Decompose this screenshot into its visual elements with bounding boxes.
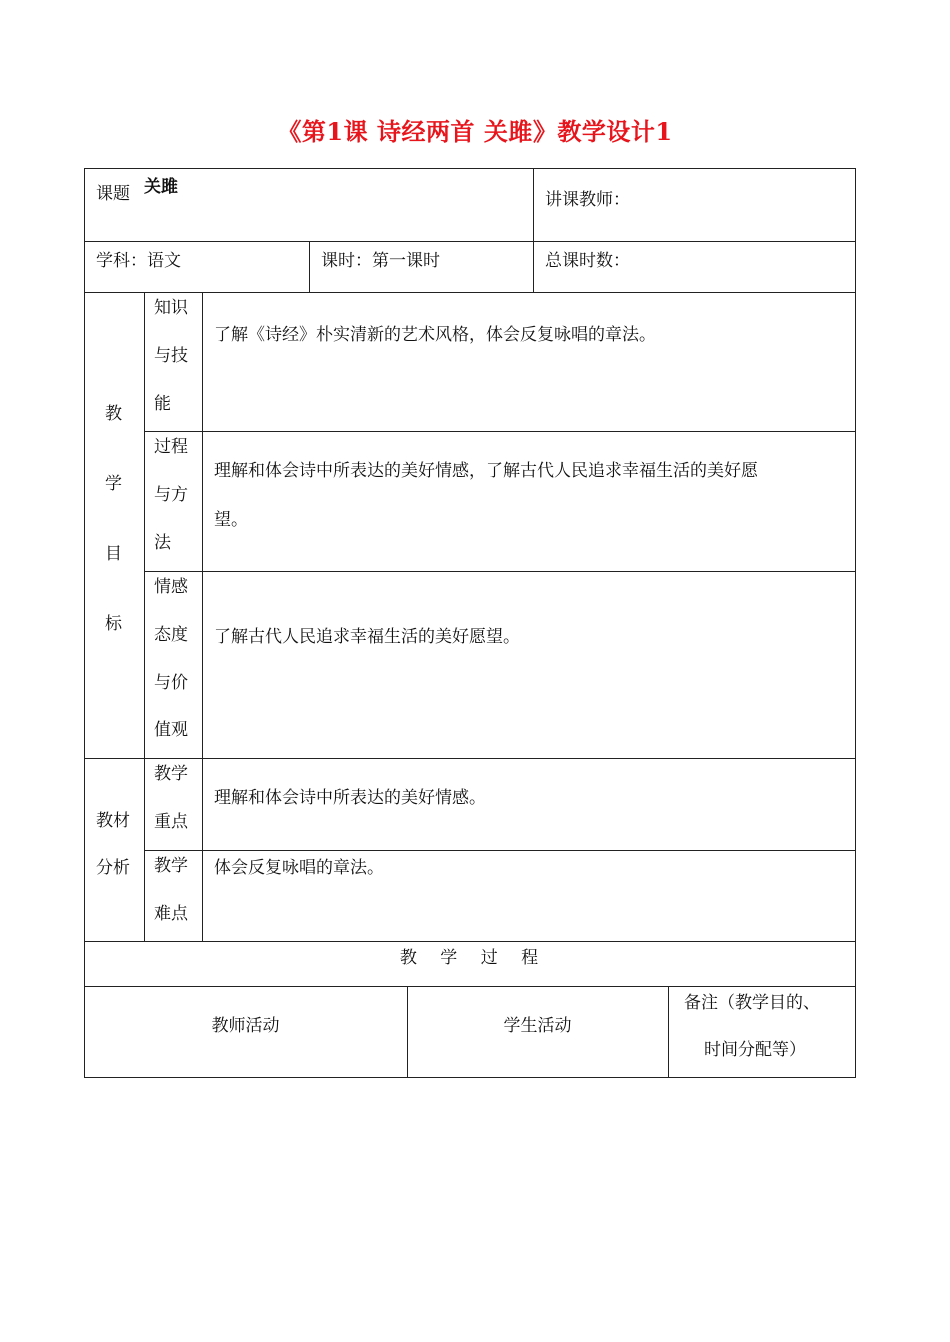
table-rule <box>84 758 856 759</box>
subject-cell: 学科：语文 <box>96 251 181 271</box>
notes-header-line: 时间分配等） <box>704 1040 806 1060</box>
period-cell: 课时：第一课时 <box>321 251 440 271</box>
table-rule <box>533 168 534 293</box>
analysis-group-line: 分析 <box>96 858 130 878</box>
objectives-group-char: 标 <box>105 614 122 634</box>
analysis-content: 理解和体会诗中所表达的美好情感。 <box>214 788 486 808</box>
objective-content: 了解古代人民追求幸福生活的美好愿望。 <box>214 627 520 647</box>
table-rule <box>144 431 856 432</box>
topic-label: 课题 <box>96 184 130 204</box>
student-activity-header: 学生活动 <box>503 1016 572 1036</box>
objective-label-line: 与方 <box>154 485 188 505</box>
analysis-label-line: 教学 <box>154 764 188 784</box>
objective-label-line: 与价 <box>154 673 188 693</box>
table-rule <box>144 292 145 942</box>
table-rule <box>84 292 856 293</box>
objective-label-line: 法 <box>154 533 171 553</box>
analysis-label-line: 教学 <box>154 856 188 876</box>
objective-label-line: 情感 <box>154 577 188 597</box>
objectives-group-char: 学 <box>105 474 122 494</box>
table-rule <box>84 986 856 987</box>
teacher-label: 讲课教师： <box>545 190 630 210</box>
analysis-content: 体会反复咏唱的章法。 <box>214 858 384 878</box>
objective-content: 望。 <box>214 510 248 530</box>
objective-label-line: 值观 <box>154 720 188 740</box>
topic-value: 关雎 <box>144 177 178 197</box>
table-rule <box>84 941 856 942</box>
table-rule <box>144 850 856 851</box>
table-rule <box>144 571 856 572</box>
table-rule <box>84 241 856 242</box>
table-rule <box>668 986 669 1078</box>
objectives-group-char: 教 <box>105 404 122 424</box>
objective-label-line: 态度 <box>154 625 188 645</box>
objectives-group-char: 目 <box>105 544 122 564</box>
analysis-label-line: 难点 <box>154 904 188 924</box>
analysis-group-line: 教材 <box>96 811 130 831</box>
objective-label-line: 与技 <box>154 346 188 366</box>
table-rule <box>202 292 203 942</box>
objective-label-line: 知识 <box>154 298 188 318</box>
objective-label-line: 过程 <box>154 437 188 457</box>
teacher-activity-header: 教师活动 <box>211 1016 280 1036</box>
table-rule <box>309 241 310 293</box>
notes-header-line: 备注（教学目的、 <box>684 993 820 1013</box>
objective-label-line: 能 <box>154 394 171 414</box>
total-periods-cell: 总课时数： <box>545 251 630 271</box>
page-title: 《第1课 诗经两首 关雎》教学设计1 <box>277 117 673 146</box>
process-heading: 教 学 过 程 <box>399 948 541 968</box>
analysis-label-line: 重点 <box>154 812 188 832</box>
objective-content: 了解《诗经》朴实清新的艺术风格，体会反复咏唱的章法。 <box>214 325 656 345</box>
objective-content: 理解和体会诗中所表达的美好情感，了解古代人民追求幸福生活的美好愿 <box>214 461 758 481</box>
